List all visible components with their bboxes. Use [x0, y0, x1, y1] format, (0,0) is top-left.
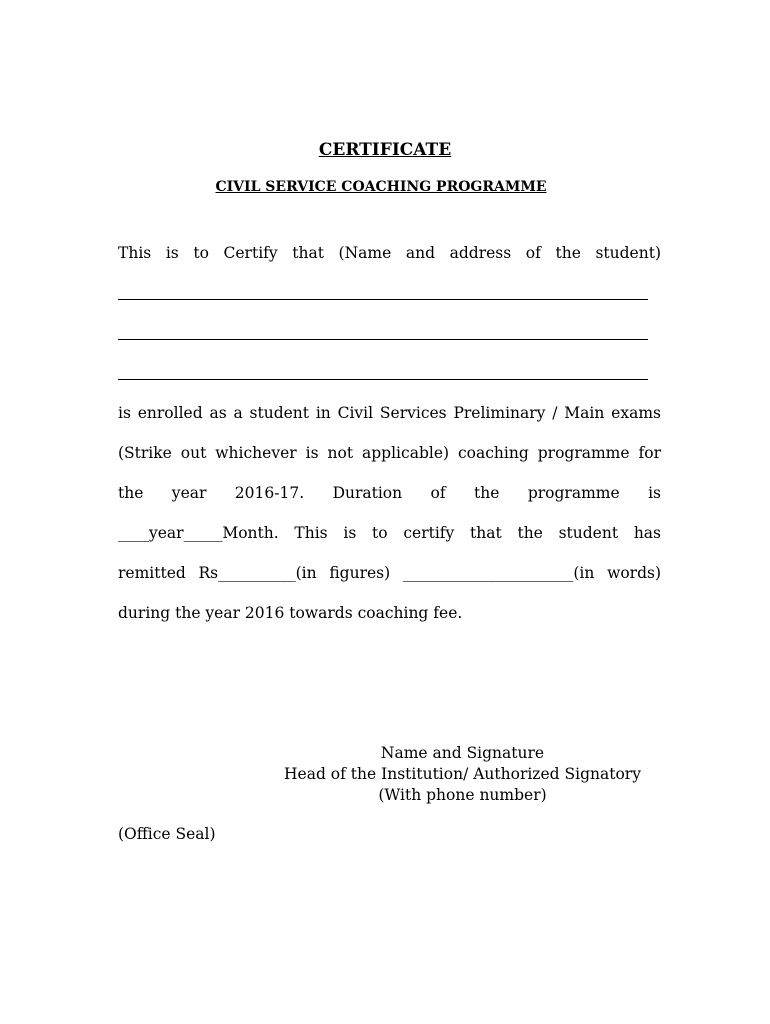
certificate-title: CERTIFICATE [318, 140, 452, 160]
body-line-7: during the year 2016 towards coaching fee. [118, 604, 463, 622]
signature-role: Head of the Institution/ Authorized Signatory [284, 765, 641, 783]
office-seal-label: (Office Seal) [118, 825, 216, 843]
student-name-blank-2 [118, 339, 648, 340]
body-line-5: ____year_____Month. This is to certify that the student has [118, 524, 661, 542]
signature-name: Name and Signature [380, 744, 545, 762]
student-name-blank-1 [118, 299, 648, 300]
body-line-3: (Strike out whichever is not applicable) coaching programme for [118, 444, 661, 462]
certificate-subtitle: CIVIL SERVICE COACHING PROGRAMME [215, 179, 547, 195]
body-line-1: This is to Certify that (Name and address of the student) [118, 244, 661, 262]
student-name-blank-3 [118, 379, 648, 380]
signature-phone: (With phone number) [378, 786, 547, 804]
body-line-6: remitted Rs__________(in figures) ______________________(in words) [118, 564, 661, 582]
body-line-2: is enrolled as a student in Civil Services Preliminary / Main exams [118, 404, 661, 422]
body-line-4: the year 2016-17. Duration of the programme is [118, 484, 661, 502]
